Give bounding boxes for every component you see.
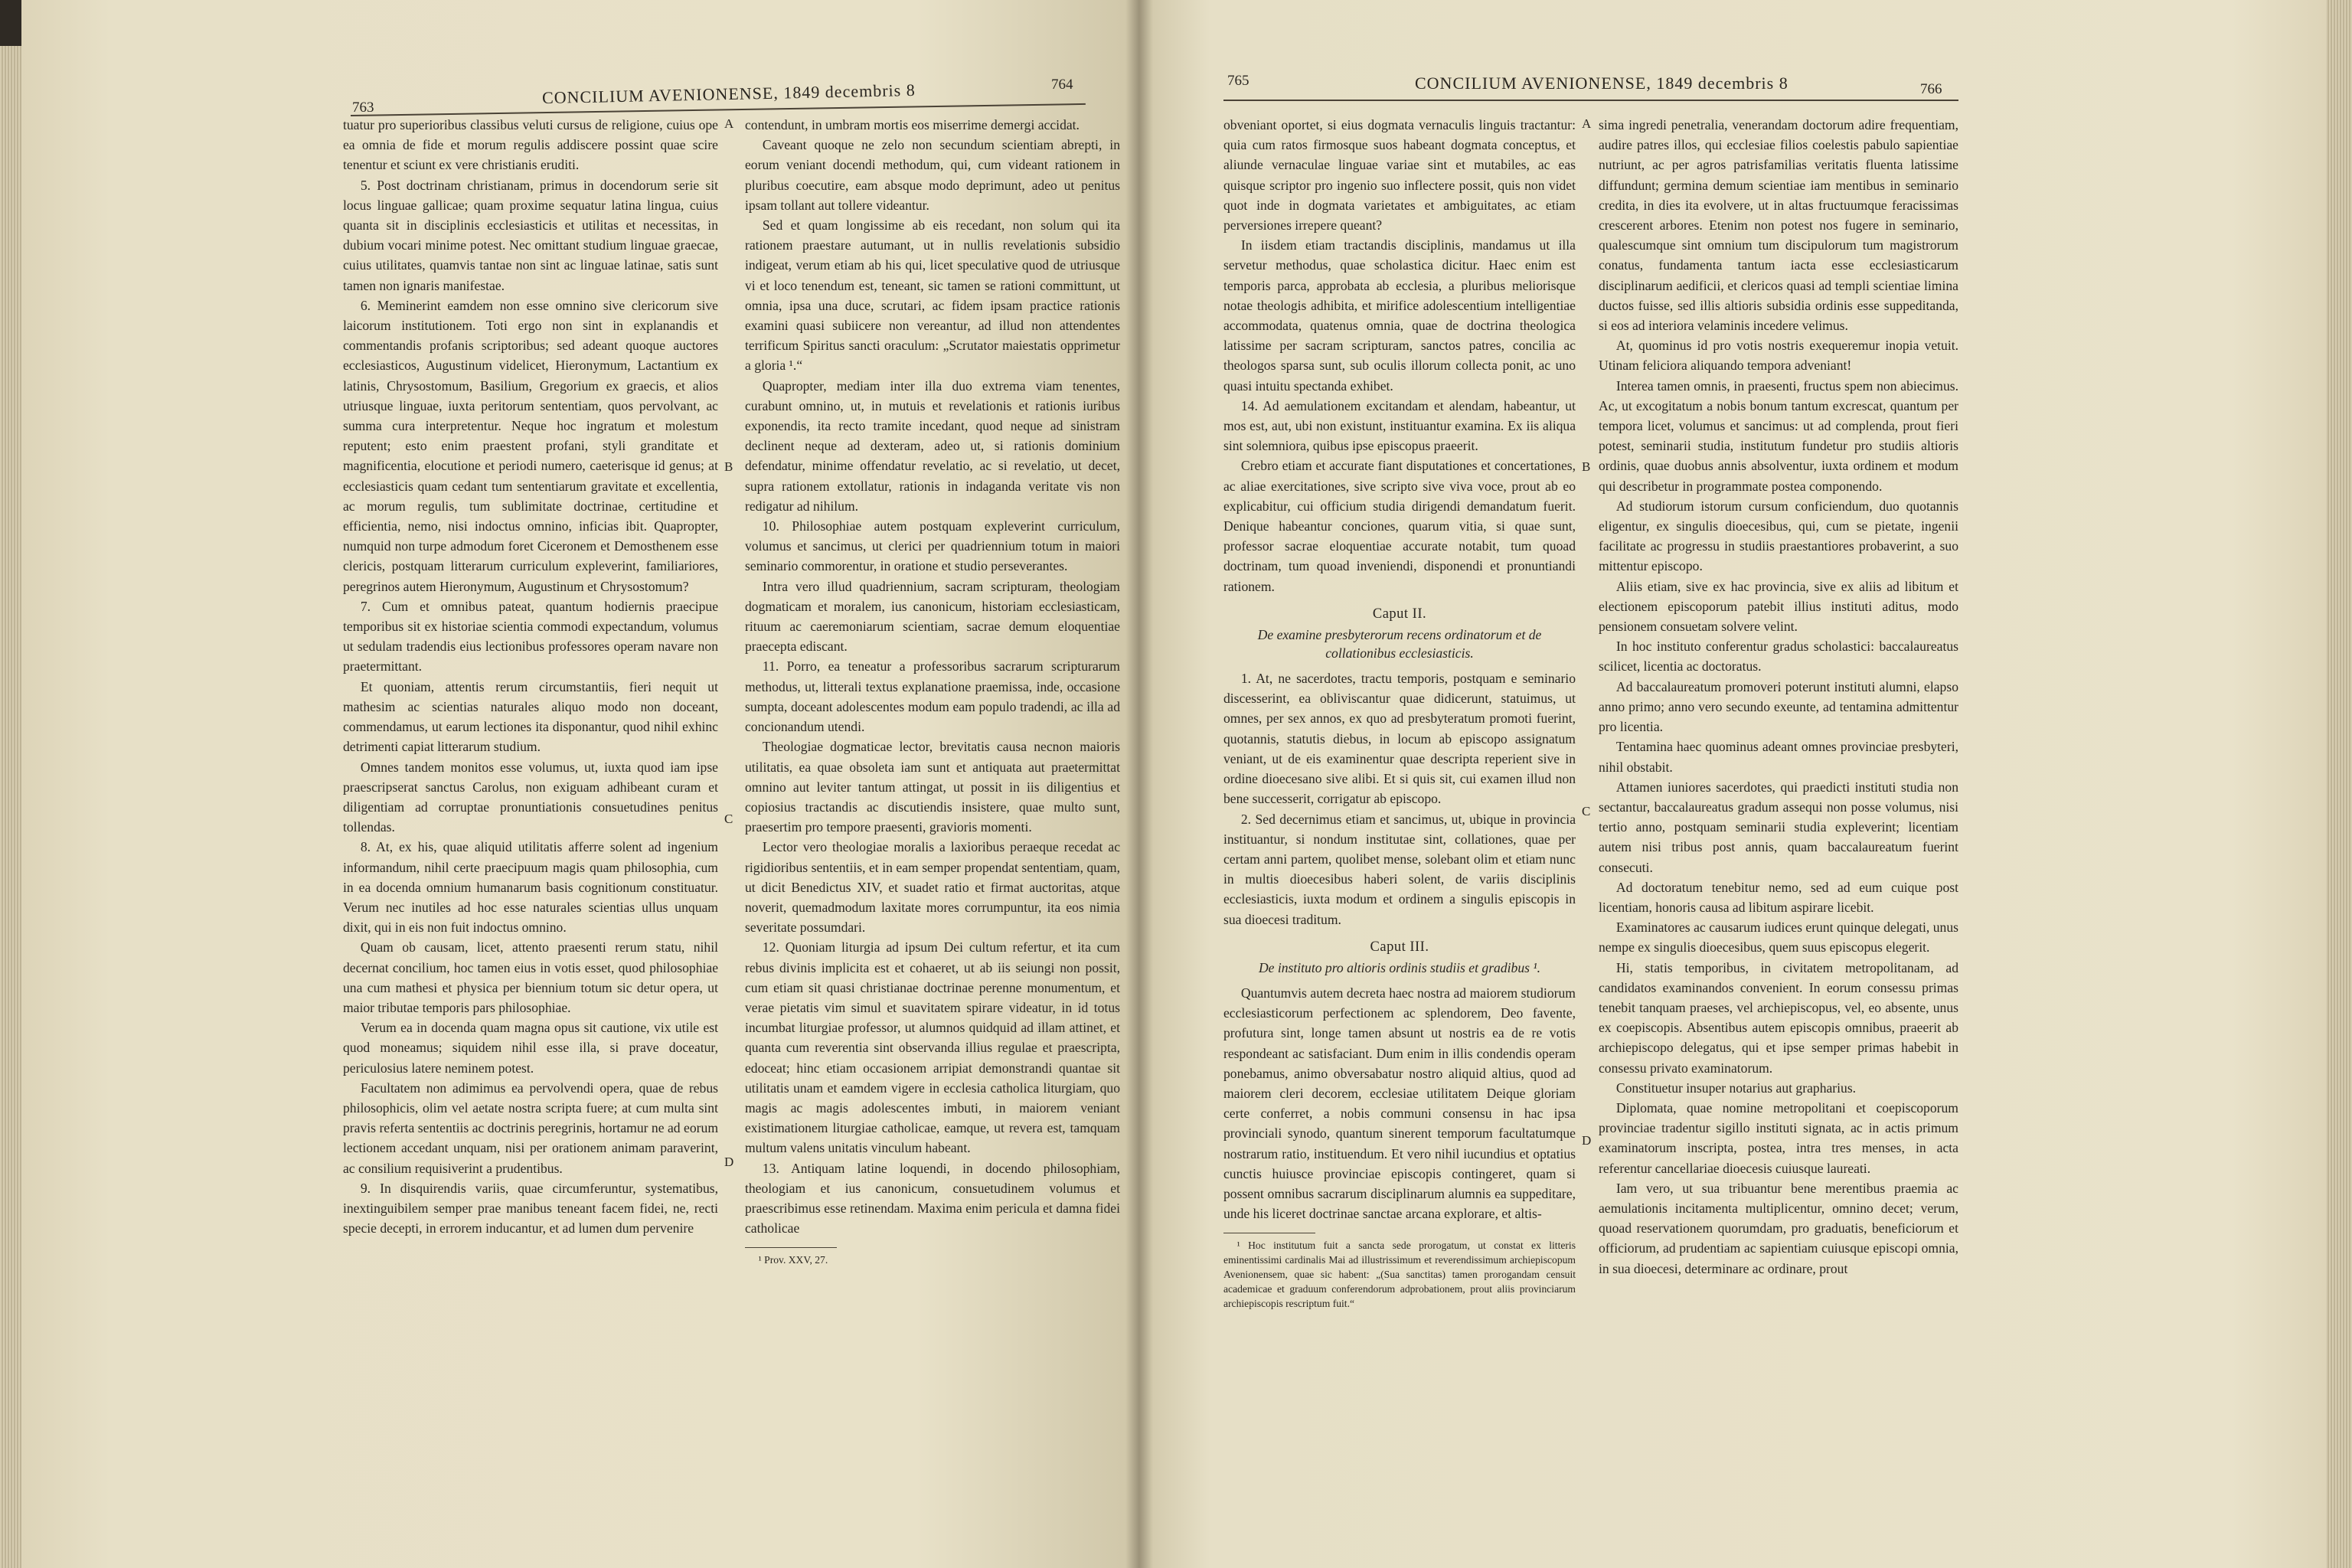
left-page-column-1 xyxy=(343,115,718,1562)
paragraph: Crebro etiam et accurate fiant disputationes et concertationes, ac aliae exercitationes, sive scripto sive viva voce, prout ab eo explicabitur, cui officium studia dirigendi demandatum fuerit. Denique habeantur conciones, quarum vitia, si quae sunt, professor sacrae eloquentiae accurate notabit, tum quoad doctrinam, tum quoad inveniendi, disponendi et pronuntiandi rationem. xyxy=(1223,458,1576,594)
paragraph: Iam vero, ut sua tribuantur bene merentibus praemia ac aemulationis incitamenta multiplicentur, omnino decet; verum, quoad reservationem quorumdam, pro graduatis, beneficiorum et officiorum, ad prudentiam ac sapientiam cuiusque episcopi omnia, in sua dioecesi, determinare ac ordinare, prout xyxy=(1599,1180,1958,1276)
page-number-766: 766 xyxy=(1920,81,1942,97)
paragraph: Intra vero illud quadriennium, sacram scripturam, theologiam dogmaticam et moralem, ius canonicum, historiam ecclesiasticam, rituum ac caeremoniarum scientiam, sacrae demum eloquentiae praecepta ediscant. xyxy=(745,578,1120,655)
footnote-right: ¹ Hoc institutum fuit a sancta sede prorogatum, ut constat ex litteris eminentissimi cardinalis Mai ad illustrissimum et reverendissimum archiepiscopum Avenionensem, quae sic habent: „(Sua sanctitas) tamen prorogandam censuit academicae et graduum conferendorum adprobationem, prout aliis provinciarum archiepiscopis rescriptum fuit.“ xyxy=(1223,1240,1576,1310)
paragraph: 2. Sed decernimus etiam et sancimus, ut, ubique in provincia instituantur, si nondum institutae sint, collationes, quae per certam anni partem, quolibet mense, solebant olim et etiam nunc in multis dioecesibus haberi solent, de variis disciplinis ecclesiasticis, iuxta modum et ordinem a singulis episcopis in sua dioecesi traditum. xyxy=(1223,811,1576,927)
paragraph: Lector vero theologiae moralis a laxioribus peraeque recedat ac rigidioribus sententiis, et in eam semper propendat sententiam, quam, ut dicit Benedictus XIV, et suadet ratio et firmat auctoritas, atque noverit, quemadmodum laxitate mores corrumpuntur, ita eos nimia severitate possumdari. xyxy=(745,839,1120,936)
left-page-edges xyxy=(0,46,21,1568)
paragraph: sima ingredi penetralia, venerandam doctorum adire frequentiam, audire patres illos, qui ecclesiae filios coelestis pabulo sapientiae nutriunt, ac per agros patrisfamilias veritatis fluenta latissime diffundunt; germina demum scientiae iam mentibus in seminario credita, in dies ita evolvere, ut in altas fructuumque feracissimas crescerent arbores. Etenim non potest nos fugere in seminario, qualescumque sint omnium tum discipulorum tum magistrorum conatus, fundamenta tantum iacta esse ecclesiasticarum disciplinarum aedificii, et clericos quasi ad templi scientiae limina ductos fuisse, sed illis altioris subsidia ordinis esse suppeditanda, si eos ad interiora velaminis incedere velimus. xyxy=(1599,117,1958,334)
paragraph: Tentamina haec quominus adeant omnes provinciae presbyteri, nihil obstabit. xyxy=(1599,739,1958,775)
footnote-left: ¹ Prov. XXV, 27. xyxy=(758,1254,828,1266)
margin-letter-d: D xyxy=(1582,1133,1592,1148)
paragraph: 5. Post doctrinam christianam, primus in docendorum serie sit locus linguae gallicae; quam proxime sequatur latina lingua, cuius quanta sit in disciplinis ecclesiasticis et utilitas et necessitas, in dubium vocari minime potest. Nec omittant studium linguae graecae, cuius utilitates, quamvis tantae non sint ac linguae latinae, satis sunt tamen non ignaris manifestae. xyxy=(343,177,718,293)
paragraph: 13. Antiquam latine loquendi, in docendo philosophiam, theologiam et ius canonicum, consuetudinem volumus et praescribimus esse retinendam. Maxima enim pericula et damna fidei catholicae xyxy=(745,1160,1120,1236)
margin-letter-a: A xyxy=(724,116,734,131)
right-page-header xyxy=(1139,0,2326,115)
paragraph: Attamen iuniores sacerdotes, qui praedicti instituti studia non sectantur, baccalaureatus gradum assequi non posse volumus, nisi tertio anno, postquam seminarii studia expleverint; licentiam autem nisi tribus post annis, quam baccalaureatum fuerint consecuti. xyxy=(1599,779,1958,875)
paragraph: Sed et quam longissime ab eis recedant, non solum qui ita rationem praestare autumant, ut in nullis revelationis subsidio indigeat, verum etiam ab his qui, licet speculative quod de utriusque vi et loco tenendum est, teneant, sic tamen se rationi committunt, ut omnia, ipsa una duce, scrutari, ac fidem ipsam practice rationis examini quasi subiicere non vereantur, ad illud non attendentes terrificum Spiritus sancti oraculum: „Scrutator maiestatis opprimetur a gloria ¹.“ xyxy=(745,217,1120,374)
paragraph: At, quominus id pro votis nostris exequeremur inopia vetuit. Utinam feliciora aliquando tempora adveniant! xyxy=(1599,338,1958,374)
paragraph: 10. Philosophiae autem postquam expleverint curriculum, volumus et sancimus, ut clerici per quadriennium totum in maiori seminario commorentur, in oratione et studio perseverantes. xyxy=(745,518,1120,574)
paragraph: tuatur pro superioribus classibus veluti cursus de religione, cuius ope ea omnia de fide et morum regulis addiscere possint quae scire tenentur et sciunt ex vere christianis eruditi. xyxy=(343,117,718,173)
paragraph: Verum ea in docenda quam magna opus sit cautione, vix utile est quod moneamus; siquidem nihil esse illa, si prave doceatur, periculosius latere neminem potest. xyxy=(343,1020,718,1076)
paragraph: Interea tamen omnis, in praesenti, fructus spem non abiecimus. Ac, ut excogitatum a nobis bonum tantum excrescat, quantum per tempora licet, volumus et sancimus: ut ad complenda, prout fieri potest, seminarii studia, institutum fundetur pro studiis altioris ordinis, quae duobus annis absolventur, iuxta ordinem et modum qui describetur in programmate postea componendo. xyxy=(1599,377,1958,494)
paragraph: Omnes tandem monitos esse volumus, ut, iuxta quod iam ipse praescripserat sanctus Carolus, non exiguam adhibeant curam et diligentiam ad corruptae pronuntiationis consuetudines penitus tollendas. xyxy=(343,759,718,835)
paragraph: Examinatores ac causarum iudices erunt quinque delegati, unus nempe ex singulis dioecesibus, quem suus episcopus elegerit. xyxy=(1599,920,1958,956)
footnote-rule xyxy=(745,1247,837,1248)
margin-letter-d: D xyxy=(724,1155,734,1169)
paragraph: Hi, statis temporibus, in civitatem metropolitanam, ad candidatos examinandos convenient. In eorum consessu primas tenebit tanquam praeses, vel archiepiscopus, vel, eo absente, unus ex coepiscopis. Absentibus autem episcopis omnibus, praeerit ab archiepiscopo delegatus, qui et ipse semper primas habebit in consessu privato examinatorum. xyxy=(1599,959,1958,1076)
paragraph: 1. At, ne sacerdotes, tractu temporis, postquam e seminario discesserint, ea obliviscantur quae didicerunt, statuimus, ut omnes, per sex annos, ex quo ad presbyteratum promoti fuerint, quotannis, statutis diebus, in locum ab episcopo assignatum veniant, ut de eis examinentur quae descripta reperient sive in ordine dioecesano sive alibi. Et si quis sit, cui examen illud non bene successerit, corrigatur ab episcopo. xyxy=(1223,671,1576,807)
margin-letter-c: C xyxy=(724,812,733,826)
left-page xyxy=(21,0,1139,1568)
paragraph: Ad doctoratum tenebitur nemo, sed ad eum cuique post licentiam, honoris causa ad libitum aspirare licebit. xyxy=(1599,879,1958,915)
paragraph: 6. Meminerint eamdem non esse omnino sive clericorum sive laicorum institutionem. Toti ergo non sint in explanandis et commentandis profanis scriptoribus; sed adeant quoque auctores ecclesiasticos, Augustinum videlicet, Hieronymum, Lactantium ex latinis, Chrysostomum, Basilium, Gregorium ex graecis, et alios utriusque linguae, iuxta peritorum sententiam, quos pervolvant, ac summa cura interpretentur. Neque hoc ingratum et molestum reputent; esto enim praestent profani, styli granditate et magnificentia, elocutione et periodi numero, caeterisque id genus; at ecclesiasticis quam cedant tum sententiarum gravitate et excellentia, ac morum regulis, tum sublimitate doctrinae, certitudine et efficientia, nemo, nisi indoctus omnino, inficias ibit. Quapropter, numquid non turpe admodum foret Ciceronem et Demosthenem esse clericis, postquam litterarum curriculum expleverint, familiariores, peregrinos autem Hieronymum, Augustinum et Chrysostomum? xyxy=(343,297,718,594)
paragraph: Ad baccalaureatum promoveri poterunt instituti alumni, elapso anno primo; anno vero secundo exeunte, ad tentamina admittentur pro licentia. xyxy=(1599,678,1958,735)
chapter-subtitle-caput-3: De instituto pro altioris ordinis studiis et gradibus ¹. xyxy=(1258,959,1541,975)
chapter-heading-caput-3: Caput III. xyxy=(1370,939,1429,955)
paragraph: 14. Ad aemulationem excitandam et alendam, habeantur, ut mos est, aut, ubi non existunt, instituantur examina. Ex iis aliqua sint solemniora, quibus ipse episcopus praeerit. xyxy=(1223,397,1576,454)
paragraph: Constituetur insuper notarius aut grapharius. xyxy=(1615,1080,1857,1096)
page-number-764: 764 xyxy=(1051,77,1073,93)
paragraph: Quam ob causam, licet, attento praesenti rerum statu, nihil decernat concilium, hoc tamen eius in votis esset, quod philosophiae una cum mathesi et physica per biennium totum sic detur opera, ut maior tributae temporis pars philosophiae. xyxy=(343,939,718,1015)
paragraph: 12. Quoniam liturgia ad ipsum Dei cultum refertur, et ita cum rebus divinis implicita est et cohaeret, ut ab iis seiungi non possit, cum etiam sit quasi christianae doctrinae perenne monumentum, et verae pietatis vim simul et suavitatem spirare videatur, in id totus incumbat liturgiae professor, ut alumnos quidquid ad illam attinet, et quanta cum reverentia sint observanda illius regulae et praescripta, edoceat; hinc etiam occasionem arripiat demonstrandi quantae sit utilitatis unam et eamdem vigere in ecclesia catholica liturgiam, quo magis ac magis adolescentes imbuti, in maiorem veniant existimationem liturgiae catholicae, eamque, ut revera est, tamquam multum valens unitatis vinculum habeant. xyxy=(745,939,1120,1156)
right-page-column-1 xyxy=(1223,115,1576,1562)
margin-letter-b: B xyxy=(1582,459,1591,474)
running-title-right: CONCILIUM AVENIONENSE, 1849 decembris 8 xyxy=(1415,74,1788,93)
paragraph: Caveant quoque ne zelo non secundum scientiam abrepti, in eorum veniant docendi methodum, qui, cum videant rationem in pluribus coecutire, eam absque modo deprimunt, adeo ut penitus ipsam tollant aut tollere videantur. xyxy=(745,137,1120,213)
paragraph: 8. At, ex his, quae aliquid utilitatis afferre solent ad ingenium informandum, nihil certe praecipuum magis quam philosophia, cum in ea docenda omnium humanarum basis cognitionum constituatur. Verum nec inutiles ad hoc esse naturales scientias ullus unquam dixit, qui in eis non fuit indoctus omnino. xyxy=(343,839,718,936)
paragraph: Quapropter, mediam inter illa duo extrema viam tenentes, curabunt omnino, ut, in mutuis et revelationis et rationis iuribus exponendis, ita recto tramite incedant, quod neque ad sinistram declinent neque ad dexteram, adeo ut, si rationis dominium defendatur, minime offendatur revelatio, ac si revelatio, ut decet, supra rationem extollatur, rationis in indaganda veritate vis non redigatur ad nihilum. xyxy=(745,377,1120,514)
paragraph: 11. Porro, ea teneatur a professoribus sacrarum scripturarum methodus, ut, litterali textus explanatione praemissa, inde, occasione sumpta, doceant adolescentes modum eam populo tradendi, ac illa ad concionandum utendi. xyxy=(745,658,1120,735)
left-page-header xyxy=(21,0,1139,115)
paragraph: Diplomata, quae nomine metropolitani et coepiscoporum provinciae tradentur sigillo instituti signata, ac in actis primum examinatorum inscripta, postea, intra tres menses, in acta referentur cancellariae dioecesis cuiusque laureati. xyxy=(1599,1099,1958,1176)
paragraph: 7. Cum et omnibus pateat, quantum hodiernis praecipue temporibus sit ex historiae scientia commodi expectandum, volumus ut sedulam tradendis eius lectionibus professores operam navare non praetermittant. xyxy=(343,598,718,675)
right-page-edges xyxy=(2326,0,2352,1568)
chapter-subtitle-caput-2: De examine presbyterorum recens ordinatorum et de collationibus ecclesiasticis. xyxy=(1257,627,1542,662)
paragraph: Aliis etiam, sive ex hac provincia, sive ex aliis ad libitum et electionem episcoporum patebit illius instituti aditus, modo pensionem consuetam solvere velint. xyxy=(1599,578,1958,635)
right-page xyxy=(1139,0,2326,1568)
paragraph: Quantumvis autem decreta haec nostra ad maiorem studiorum ecclesiasticorum perfectionem ac splendorem, Deo favente, profutura sint, longe tamen absunt ut nostris ea de re votis respondeant ac satisfaciant. Dum enim in illis condendis operam ponebamus, animo obversabatur nostro aliquid altius, quod ad maiorem cleri decorem, ecclesiae utilitatem Deique gloriam certe conferret, a nobis communi consensu in hac ipsa provinciali synodo, quantum sinerent temporum facultatumque nostrarum ratio, instituendum. Et vero nihil iucundius et optatius cunctis huiusce provinciae episcopis contingeret, quam si possent omnibus sacrarum disciplinarum alumnis ea suppeditare, unde his liceret doctrinae sanctae arcana explorare, et altis- xyxy=(1223,985,1576,1222)
book-gutter xyxy=(1125,0,1153,1568)
running-title-left: CONCILIUM AVENIONENSE, 1849 decembris 8 xyxy=(541,80,916,108)
page-number-763: 763 xyxy=(352,100,374,116)
paragraph: Facultatem non adimimus ea pervolvendi opera, quae de rebus philosophicis, olim vel aetate nostra scripta fuere; at cum multa sint pravis referta sententiis ac doctrinis peregrinis, hortamur ne ad eorum lectionem accedant unquam, nisi per orationem animam paraverint, ac consilium requisiverint a prudentibus. xyxy=(343,1080,718,1176)
paragraph: obveniant oportet, si eius dogmata vernaculis linguis tractantur: quia cum ratos firmosque suos habeant dogmata conceptus, et aliunde vernaculae linguae variae sint et mutabiles, ac eas quisque scriptor pro ingenio suo inflectere possit, quis non videt quot inde in dogmata varietates et ambiguitates, ac etiam perversiones irrepere queant? xyxy=(1223,117,1576,234)
margin-letter-a: A xyxy=(1582,116,1592,131)
paragraph: Et quoniam, attentis rerum circumstantiis, fieri nequit ut mathesim ac scientias naturales aliquo modo non doceant, commendamus, ut earum lectiones ita disponantur, quod nihil exhinc detrimenti capiat litterarum studium. xyxy=(343,678,718,755)
header-rule-right xyxy=(1223,100,1958,101)
paragraph: Ad studiorum istorum cursum conficiendum, duo quotannis eligentur, ex singulis dioecesibus, qui, cum se pietate, ingenii facilitate ac progressu in studiis praestantiores probaverint, a suo mittentur episcopo. xyxy=(1599,498,1958,574)
right-page-column-2 xyxy=(1599,115,1958,1562)
paragraph: Theologiae dogmaticae lector, brevitatis causa necnon maioris utilitatis, ea quae obsoleta iam sunt et antiquata aut praetermittat omnino aut leviter tantum attingat, ut possit in iis diligentius et copiosius tractandis ac discutiendis insistere, quae multo sunt, praesertim pro tempore praesenti, gravioris momenti. xyxy=(745,739,1120,835)
margin-letter-b: B xyxy=(724,459,733,474)
page-number-765: 765 xyxy=(1227,73,1250,89)
chapter-heading-caput-2: Caput II. xyxy=(1372,606,1427,622)
paragraph: contendunt, in umbram mortis eos miserrime demergi accidat. xyxy=(745,117,1080,132)
paragraph: In iisdem etiam tractandis disciplinis, mandamus ut illa servetur methodus, quae scholastica dicitur. Haec enim est temporis parca, approbata ab ecclesia, a pluribus meliorisque notae theologis adhibita, et mirifice adolescentium intelligentiae accommodata, quatenus omnia, quae de doctrina theologica latissime per sacram scripturam, sanctos patres, concilia ac theologos sparsa sunt, sub oculis illorum collecta ponit, ac uno quasi intuitu spectanda exhibet. xyxy=(1223,237,1576,394)
left-page-column-2 xyxy=(745,115,1120,1562)
paragraph: In hoc instituto conferentur gradus scholastici: baccalaureatus scilicet, licentia ac doctoratus. xyxy=(1599,639,1958,675)
margin-letter-c: C xyxy=(1582,804,1591,818)
paragraph: 9. In disquirendis variis, quae circumferuntur, systematibus, inextinguibilem semper prae manibus teneant facem fidei, ne, recti specie decepti, in errorem inducantur, et ad lumen dum pervenire xyxy=(343,1180,718,1236)
